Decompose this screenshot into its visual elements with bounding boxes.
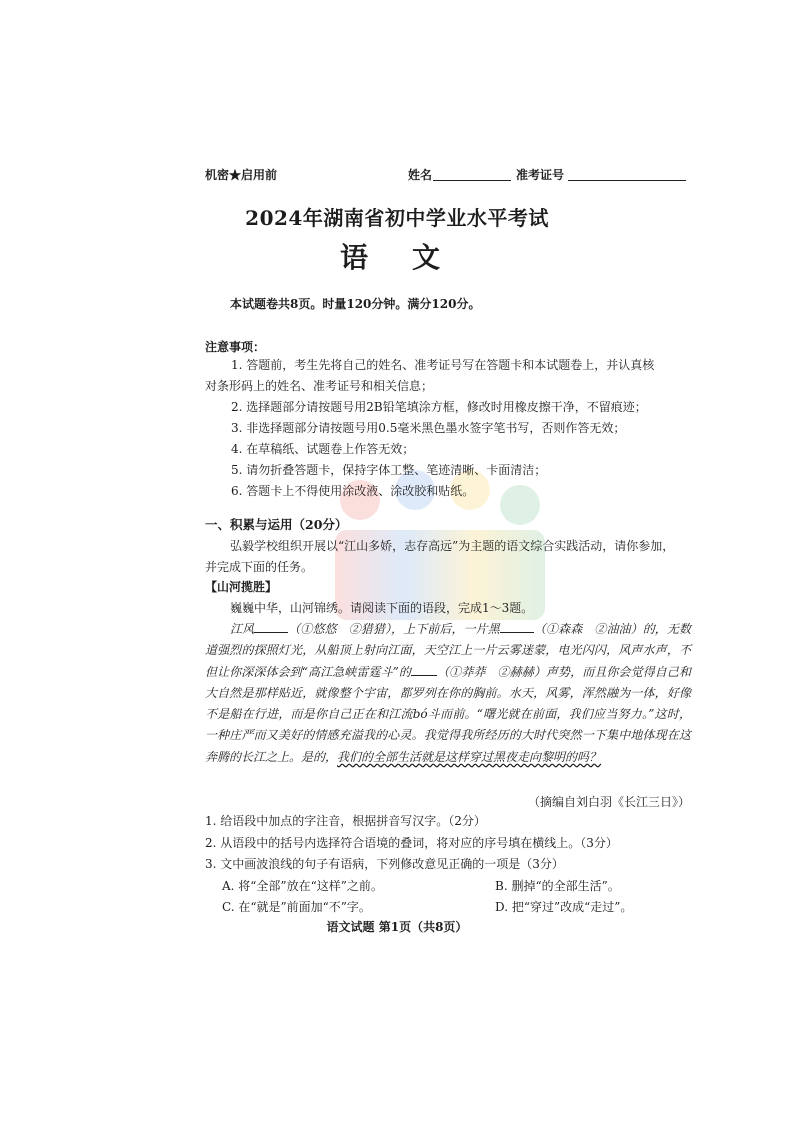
exam-header (205, 166, 695, 186)
confidential-label: 机密★启用前 (205, 168, 278, 182)
notice-item: 3. 非选择题部分请按题号用0.5毫米黑色墨水签字笔书写，否则作答无效； (231, 421, 626, 435)
subject-title: 语文 (339, 241, 484, 274)
wavy-underlined-sentence: 我们的全部生活就是这样穿过黑夜走向黎明的吗？ (337, 749, 602, 764)
passage-lead: 巍巍中华，山河锦绣。请阅读下面的语段，完成1～3题。 (230, 601, 534, 615)
passage-paragraph: 江风 （①悠悠 ②猎猎），上下前后，一片黑 （①森森 ②油油）的，无数道强烈的探照灯光，从船顶上射向江面，天空江上一片云雾迷蒙，电光闪闪，风声水声，不但让你深深体会到“高江急峡雷霆斗”的 （①莽莽 ②赫赫）声势，而且你会觉得自己和大自然是那样贴近，就像整个宇宙，都罗列在你的胸前。水天，风雾，浑然融为一体，好像不是船在行进，而是你自己正在和江流bó斗而前。“曙光就在前面，我们应当努力。”这时，一种庄严而又美好的情感充溢我的心灵。我觉得我所经历的大时代突然一下集中地体现在这奔腾的长江之上。是的，我们的全部生活就是这样穿过黑夜走向黎明的吗？ (205, 622, 691, 764)
exam-title: 2024年湖南省初中学业水平考试 (245, 206, 549, 230)
option-b[interactable]: B. 删掉“的全部生活”。 (495, 879, 620, 893)
question-1: 1. 给语段中加点的字注音，根据拼音写汉字。（2分） (205, 814, 486, 828)
fill-blank-2[interactable] (500, 622, 534, 633)
notice-item: 5. 请勿折叠答题卡，保持字体工整、笔迹清晰、卡面清洁； (231, 463, 547, 477)
exam-info: 本试题卷共8页。时量120分钟。满分120分。 (230, 297, 481, 311)
notice-item: 1. 答题前，考生先将自己的姓名、准考证号写在答题卡和本试题卷上，并认真核对条形码上的姓名、准考证号和相关信息； (205, 358, 655, 393)
option-a[interactable]: A. 将“全部”放在“这样”之前。 (222, 879, 383, 893)
notice-item: 6. 答题卡上不得使用涂改液、涂改胶和贴纸。 (231, 484, 475, 498)
notice-item: 2. 选择题部分请按题号用2B铅笔填涂方框，修改时用橡皮擦干净，不留痕迹； (231, 400, 647, 414)
section-heading: 一、积累与运用（20分） (205, 517, 348, 532)
notice-item: 4. 在草稿纸、试题卷上作答无效； (231, 442, 415, 456)
section-intro: 弘毅学校组织开展以“江山多娇，志存高远”为主题的语文综合实践活动，请你参加，并完成下面的任务。 (205, 539, 675, 574)
option-d[interactable]: D. 把“穿过”改成“走过”。 (495, 900, 633, 914)
task-subheading: 【山河揽胜】 (205, 580, 278, 594)
fill-blank-3[interactable] (411, 665, 437, 676)
name-label: 姓名 (408, 168, 433, 182)
notice-title: 注意事项： (205, 340, 266, 354)
fill-blank-1[interactable] (254, 622, 288, 633)
name-field-line[interactable] (433, 180, 511, 181)
page-footer: 语文试题 第1页（共8页） (326, 920, 468, 934)
exam-id-label: 准考证号 (516, 168, 565, 182)
question-3: 3. 文中画波浪线的句子有语病，下列修改意见正确的一项是（3分） (205, 857, 564, 871)
exam-id-field-line[interactable] (568, 180, 686, 181)
reading-passage (205, 619, 691, 768)
option-c[interactable]: C. 在“就是”前面加“不”字。 (222, 900, 371, 914)
question-2: 2. 从语段中的括号内选择符合语境的叠词，将对应的序号填在横线上。（3分） (205, 836, 618, 850)
passage-source: （摘编自刘白羽《长江三日》） (527, 795, 690, 809)
